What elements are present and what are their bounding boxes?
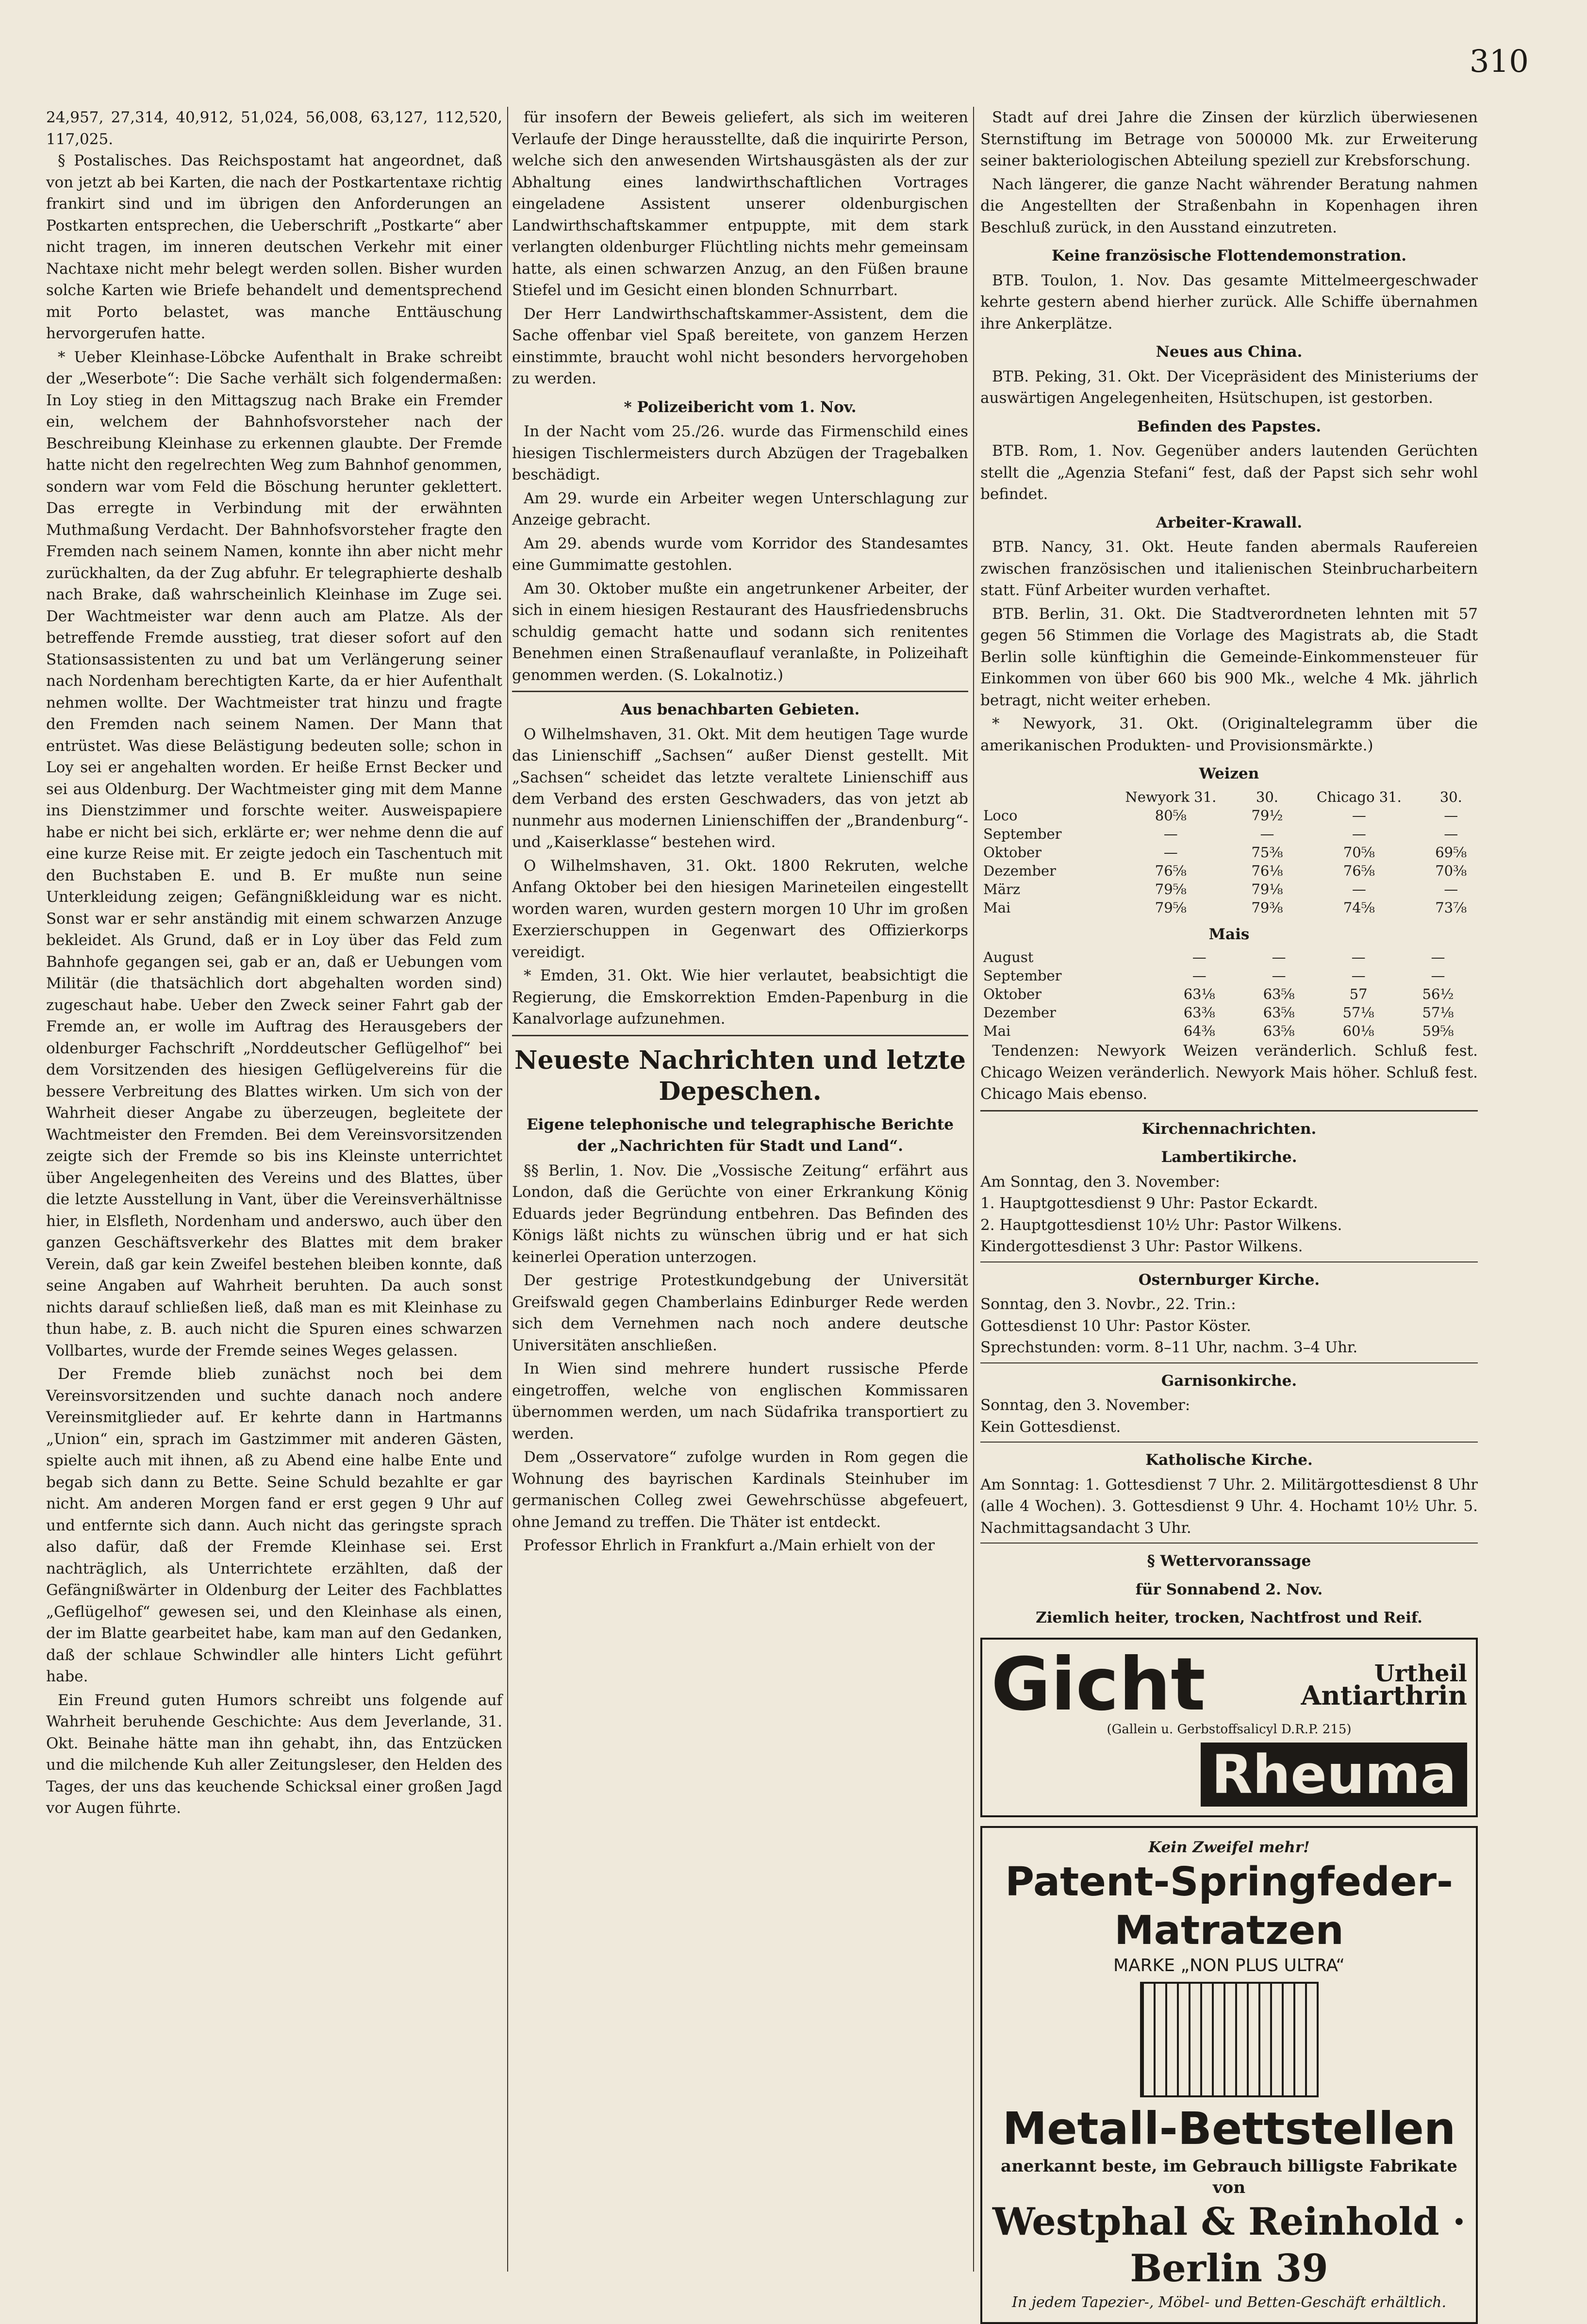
table-cell: Oktober (980, 843, 1101, 862)
news-heading: Neueste Nachrichten und letzte Depeschen. (512, 1045, 968, 1107)
article-paragraph: BTB. Peking, 31. Okt. Der Vicepräsident des Ministeriums der auswärtigen Angelegenheiten, Hsütschupen, ist gestorben. (980, 366, 1478, 409)
table-cell: — (1101, 843, 1240, 862)
article-paragraph: §§ Berlin, 1. Nov. Die „Vossische Zeitung“ erfährt aus London, daß die Gerüchte von einer Erkrankung König Eduards jeder Begründung entbehren. Das Befinden des Königs läßt nichts zu wünschen übrig und er hat sich keinerlei Operation unterzogen. (512, 1160, 968, 1268)
article-paragraph: Am 29. abends wurde vom Korridor des Standesamtes eine Gummimatte gestohlen. (512, 533, 968, 576)
table-cell: — (1424, 806, 1478, 825)
table-cell: März (980, 880, 1101, 898)
table-cell: 74⅝ (1294, 898, 1424, 917)
column-divider (973, 107, 974, 2272)
church-line: Am Sonntag: 1. Gottesdienst 7 Uhr. 2. Militärgottesdienst 8 Uhr (alle 4 Wochen). 3. Gottesdienst 9 Uhr. 4. Hochamt 10½ Uhr. 5. Nachmittagsandacht 3 Uhr. (980, 1474, 1478, 1539)
weizen-table (980, 788, 1478, 917)
table-header-cell: 30. (1240, 788, 1294, 806)
article-paragraph: Professor Ehrlich in Frankfurt a./Main erhielt von der (512, 1535, 968, 1557)
table-cell: — (1239, 966, 1319, 985)
table-cell: Loco (980, 806, 1101, 825)
section-rule (980, 1442, 1478, 1443)
table-cell: 63⅝ (1239, 985, 1319, 1003)
church-line: Sprechstunden: vorm. 8–11 Uhr, nachm. 3–4 Uhr. (980, 1337, 1478, 1359)
column-divider (507, 107, 508, 2272)
article-paragraph: Der Fremde blieb zunächst noch bei dem Vereinsvorsitzenden und suchte danach noch andere Vereinsmitglieder auf. Er kehrte dann in Hartmanns „Union“ ein, sprach im Gastzimmer mit anderen Gästen, spielte auch mit ihnen, aß zu Abend eine halbe Ente und begab sich dann zu Bette. Seine Schuld bezahlte er gar nicht. Am anderen Morgen fand er erst gegen 9 Uhr auf und entfernte sich dann. Auch nicht das geringste sprach also dafür, daß der Fremde Kleinhase sei. Erst nachträglich, als Unterrichtete erzählten, daß der Gefängnißwärter in Oldenburg der Leiter des Fachblattes „Geflügelhof“ gewesen sei, und den Kleinhase als einen, der im Blatte gearbeitet habe, kam man auf den Gedanken, daß der schlaue Schwindler alle hinters Licht geführt habe. (46, 1363, 502, 1688)
mais-row (980, 1022, 1478, 1040)
westphal-title: Westphal & Reinhold · Berlin 39 (991, 2199, 1467, 2292)
table-cell: 69⅝ (1424, 843, 1478, 862)
article-paragraph: O Wilhelmshaven, 31. Okt. Mit dem heutigen Tage wurde das Linienschiff „Sachsen“ außer Dienst gestellt. Mit „Sachsen“ scheidet das letzte veraltete Linienschiff aus dem Verband des ersten Geschwaders, das von jetzt ab nunmehr aus modernen Linienschiffen der „Brandenburg“- und „Kaiserklasse“ bestehen wird. (512, 724, 968, 853)
tendenzen-text: Tendenzen: Newyork Weizen veränderlich. Schluß fest. Chicago Weizen veränderlich. Newyork Mais höher. Schluß fest. Chicago Mais ebenso. (980, 1040, 1478, 1105)
article-paragraph: Am 30. Oktober mußte ein angetrunkener Arbeiter, der sich in einem hiesigen Restaurant des Hausfriedensbruchs schuldig gemacht hatte und sodann sich renitentes Benehmen einen Straßenauflauf veranlaßte, in Polizeihaft genommen werden. (S. Lokalnotiz.) (512, 578, 968, 686)
mais-label: Mais (980, 924, 1478, 946)
table-cell: — (1319, 966, 1398, 985)
lottery-numbers: 24,957, 27,314, 40,912, 51,024, 56,008, 63,127, 112,520, 117,025. (46, 107, 502, 150)
table-cell: — (1319, 948, 1398, 966)
mais-row (980, 1003, 1478, 1022)
section-heading: Katholische Kirche. (980, 1449, 1478, 1471)
table-cell: 76⅝ (1294, 862, 1424, 880)
news-subheading: Eigene telephonische und telegraphische Berichte der „Nachrichten für Stadt und Land“. (512, 1114, 968, 1157)
article-paragraph: Am 29. wurde ein Arbeiter wegen Unterschlagung zur Anzeige gebracht. (512, 488, 968, 531)
table-cell: 73⅞ (1424, 898, 1478, 917)
table-cell: — (1101, 825, 1240, 843)
patent-title: Patent-Springfeder-Matratzen (991, 1858, 1467, 1955)
gicht-title: Gicht (991, 1648, 1206, 1721)
article-paragraph: Ein Freund guten Humors schreibt uns folgende auf Wahrheit beruhende Geschichte: Aus dem Jeverlande, 31. Okt. Beinahe hätte man ihn gehabt, ihn, das Entzücken und die milchende Kuh aller Zeitungsleser, den Helden des Tages, der uns das keuchende Schicksal einer großen Jagd vor Augen führte. (46, 1690, 502, 1819)
church-line: 2. Hauptgottesdienst 10½ Uhr: Pastor Wilkens. (980, 1214, 1478, 1236)
table-cell: — (1159, 966, 1239, 985)
table-cell: Dezember (980, 1003, 1159, 1022)
church-line: Kein Gottesdienst. (980, 1416, 1478, 1438)
section-heading: Kirchennachrichten. (980, 1118, 1478, 1140)
article-paragraph: für insofern der Beweis geliefert, als sich im weiteren Verlaufe der Dinge herausstellte, daß die inquirirte Person, welche sich den anwesenden Wirtshausgästen als der zur Abhaltung eines landwirthschaftlichen Vortrages eingeladene Assistent unserer oldenburgischen Landwirthschaftskammer entpuppte, mit dem stark verlangten oldenburger Flüchtling nichts mehr gemeinsam hatte, als einen schwarzen Anzug, an den Füßen braune Stiefel und im Gesicht einen blonden Schnurrbart. (512, 107, 968, 301)
matratzen-advertisement (980, 1826, 1478, 2324)
table-cell: — (1424, 880, 1478, 898)
weizen-row (980, 898, 1478, 917)
column-2 (512, 107, 968, 2276)
table-cell: Mai (980, 1022, 1159, 1040)
section-heading: Osternburger Kirche. (980, 1269, 1478, 1291)
table-cell: 59⅝ (1398, 1022, 1478, 1040)
ad-small-text: (Gallein u. Gerbstoffsalicyl D.R.P. 215) (991, 1721, 1467, 1738)
section-heading: Garnisonkirche. (980, 1370, 1478, 1392)
table-cell: Oktober (980, 985, 1159, 1003)
table-header-row (980, 788, 1478, 806)
section-heading: Aus benachbarten Gebieten. (512, 699, 968, 721)
church-line: Kindergottesdienst 3 Uhr: Pastor Wilkens. (980, 1236, 1478, 1258)
church-line: Sonntag, den 3. November: (980, 1394, 1478, 1416)
table-cell: 70⅝ (1294, 843, 1424, 862)
article-paragraph: BTB. Rom, 1. Nov. Gegenüber anders lautenden Gerüchten stellt die „Agenzia Stefani“ fest, daß der Papst sich sehr wohl befindet. (980, 440, 1478, 505)
table-cell: 57⅛ (1398, 1003, 1478, 1022)
section-heading: Neues aus China. (980, 341, 1478, 363)
table-cell: — (1239, 948, 1319, 966)
table-cell: — (1424, 825, 1478, 843)
table-cell: 79⅛ (1240, 880, 1294, 898)
section-rule (980, 1362, 1478, 1363)
table-header-cell: Newyork 31. (1101, 788, 1240, 806)
table-cell: — (1398, 966, 1478, 985)
article-paragraph: § Postalisches. Das Reichspostamt hat angeordnet, daß von jetzt ab bei Karten, die nach der Postkartentaxe richtig frankirt sind und im übrigen den Anforderungen an Postkarten entsprechen, die Ueberschrift „Postkarte“ aber nicht tragen, im inneren deutschen Verkehr mit einer Nachtaxe nicht mehr belegt werden sollen. Bisher wurden solche Karten wie Briefe behandelt und dementsprechend mit Porto belastet, was manche Enttäuschung hervorgerufen hatte. (46, 150, 502, 345)
weizen-row (980, 862, 1478, 880)
ad-footer: In jedem Tapezier-, Möbel- und Betten-Geschäft erhältlich. (991, 2292, 1467, 2314)
article-paragraph: Der Herr Landwirthschaftskammer-Assistent, dem die Sache offenbar viel Spaß bereitete, von ganzem Herzen einstimmte, braucht wohl nicht besonders hervorgehoben zu werden. (512, 303, 968, 390)
section-heading: Befinden des Papstes. (980, 416, 1478, 438)
church-line: Sonntag, den 3. Novbr., 22. Trin.: (980, 1294, 1478, 1315)
article-paragraph: In Wien sind mehrere hundert russische Pferde eingetroffen, welche von englischen Kommissaren übernommen werden, um nach Südafrika transportiert zu werden. (512, 1358, 968, 1444)
marke-text: MARKE „NON PLUS ULTRA“ (991, 1955, 1467, 1977)
weizen-label: Weizen (980, 763, 1478, 785)
church-line: Gottesdienst 10 Uhr: Pastor Köster. (980, 1315, 1478, 1337)
column-1 (46, 107, 502, 2276)
article-paragraph: Stadt auf drei Jahre die Zinsen der kürzlich überwiesenen Sternstiftung im Betrage von 500000 Mk. zur Erweiterung seiner bakteriologischen Abteilung speziell zur Krebsforschung. (980, 107, 1478, 172)
table-cell: — (1294, 825, 1424, 843)
table-cell: 60⅛ (1319, 1022, 1398, 1040)
gicht-advertisement (980, 1638, 1478, 1817)
weather-line: für Sonnabend 2. Nov. (980, 1579, 1478, 1601)
section-rule (512, 1035, 968, 1036)
table-cell: 76⅛ (1240, 862, 1294, 880)
article-paragraph: * Newyork, 31. Okt. (Originaltelegramm über die amerikanischen Produkten- und Provisionsmärkte.) (980, 713, 1478, 756)
table-cell: — (1294, 806, 1424, 825)
table-cell: 79⅝ (1101, 898, 1240, 917)
table-cell: Dezember (980, 862, 1101, 880)
table-cell: September (980, 825, 1101, 843)
table-cell: Mai (980, 898, 1101, 917)
antiarthrin-text: Antiarthrin (1301, 1685, 1467, 1707)
table-cell: — (1294, 880, 1424, 898)
mais-row (980, 966, 1478, 985)
bed-illustration (1140, 1982, 1319, 2097)
table-header-cell (980, 788, 1101, 806)
table-cell: 80⅝ (1101, 806, 1240, 825)
column-3 (980, 107, 1478, 2276)
weizen-row (980, 843, 1478, 862)
table-cell: 63⅝ (1239, 1003, 1319, 1022)
table-cell: 75⅜ (1240, 843, 1294, 862)
mais-table (980, 948, 1478, 1040)
section-rule (980, 1543, 1478, 1544)
section-heading: § Wettervoranssage (980, 1550, 1478, 1572)
rheuma-title: Rheuma (1201, 1743, 1467, 1807)
article-paragraph: * Ueber Kleinhase-Löbcke Aufenthalt in Brake schreibt der „Weserbote“: Die Sache verhält sich folgendermaßen: In Loy stieg in den Mittagszug nach Brake ein Fremder ein, welchem der Bahnhofsvorsteher nach der Beschreibung Kleinhase zu erkennen glaubte. Der Fremde hatte nicht den regelrechten Weg zum Bahnhof genommen, sondern war vom Feld die Böschung herunter geklettert. Das erregte in Verbindung mit der erwähnten Muthmaßung Verdacht. Der Bahnhofsvorsteher fragte den Fremden nach seinem Namen, konnte ihn aber nicht mehr zurückhalten, da der Zug abfuhr. Er telegraphierte deshalb nach Brake, daß wahrscheinlich Kleinhase im Zuge sei. Der Wachtmeister war denn auch am Platze. Als der betreffende Fremde ausstieg, trat dieser sofort auf den Stationsassistenten zu und bat um Verlängerung seiner nach Nordenham berechtigten Karte, da er hier Aufenthalt nehmen wollte. Der Wachtmeister trat hinzu und fragte den Fremden nach seinem Namen. Der Mann that entrüstet. Was diese Belästigung bedeuten solle; schon in Loy sei er angehalten worden. Er heiße Ernst Becker und sei aus Oldenburg. Der Wachtmeister ging mit dem Manne ins Dienstzimmer und forschte weiter. Ausweispapiere habe er nicht bei sich, erklärte er; wer nehme denn die auf eine kurze Reise mit. Er zeigte jedoch ein Taschentuch mit den Buchstaben E. und B. Er mußte nun seine Unterkleidung zeigen; Gefängnißkleidung war es nicht. Sonst war er sehr anständig mit einem schwarzen Anzuge bekleidet. Als Grund, daß er in Loy über das Feld zum Bahnhofe gegangen sei, gab er an, daß er Uebungen vom Militär (die thatsächlich dort abgehalten worden sind) zugeschaut habe. Ueber den Zweck seiner Fahrt gab der Fremde an, er wolle im Auftrag des Herausgebers der oldenburger Fachschrift „Norddeutscher Geflügelhof“ bei dem Vorsitzenden des hiesigen Geflügelvereins für die bessere Verbreitung des Blattes wirken. Um sich von der Wahrheit dieser Angabe zu überzeugen, begleitete der Wachtmeister den Fremden. Bei dem Vereinsvorsitzenden zeigte sich der Fremde so bis ins Kleinste unterrichtet über Angelegenheiten des Vereins und des Blattes, über die letzte Ausstellung in Vant, über die Vereinsverhältnisse hier, in Elsfleth, Nordenham und anderswo, auch über den ganzen Geschäftsverkehr des Blattes mit dem braker Verein, daß gar kein Zweifel bestehen bleiben konnte, daß seine Angaben auf Wahrheit beruhten. Da auch sonst nichts darauf schließen ließ, daß man es mit Kleinhase zu thun habe, z. B. auch nicht die Spuren eines schwarzen Vollbartes, wurde der Fremde seines Weges gelassen. (46, 347, 502, 1362)
article-paragraph: BTB. Berlin, 31. Okt. Die Stadtverordneten lehnten mit 57 gegen 56 Stimmen die Vorlage des Magistrats ab, die Stadt Berlin solle künftighin die Gemeinde-Einkommensteuer für Einkommen von über 660 bis 900 Mk., welche 4 Mk. jährlich betragt, nicht weiter erheben. (980, 603, 1478, 712)
ad-tagline: Kein Zweifel mehr! (991, 1837, 1467, 1859)
table-cell: 79⅝ (1101, 880, 1240, 898)
table-cell: 64⅜ (1159, 1022, 1239, 1040)
table-cell: 63⅛ (1159, 985, 1239, 1003)
table-cell: 79⅜ (1240, 898, 1294, 917)
table-cell: August (980, 948, 1159, 966)
article-paragraph: Dem „Osservatore“ zufolge wurden in Rom gegen die Wohnung des bayrischen Kardinals Steinhuber im germanischen Colleg zwei Gewehrschüsse abgefeuert, ohne Jemand zu treffen. Die Thäter ist entdeckt. (512, 1446, 968, 1533)
article-paragraph: O Wilhelmshaven, 31. Okt. 1800 Rekruten, welche Anfang Oktober bei den hiesigen Marineteilen eingestellt worden waren, wurden gestern morgen 10 Uhr im großen Exerzierschuppen in Gegenwart des Offizierkorps vereidigt. (512, 855, 968, 963)
page-number: 310 (1470, 44, 1529, 80)
article-paragraph: In der Nacht vom 25./26. wurde das Firmenschild eines hiesigen Tischlermeisters durch Abzügen der Tragebalken beschädigt. (512, 421, 968, 486)
table-cell: 79½ (1240, 806, 1294, 825)
metall-title: Metall-Bettstellen (991, 2102, 1467, 2156)
anerkannt-text: anerkannt beste, im Gebrauch billigste Fabrikate von (991, 2156, 1467, 2199)
table-cell: September (980, 966, 1159, 985)
church-line: 1. Hauptgottesdienst 9 Uhr: Pastor Eckardt. (980, 1193, 1478, 1214)
weizen-row (980, 825, 1478, 843)
mais-row (980, 985, 1478, 1003)
article-paragraph: BTB. Toulon, 1. Nov. Das gesamte Mittelmeergeschwader kehrte gestern abend hierher zurück. Alle Schiffe übernahmen ihre Ankerplätze. (980, 270, 1478, 335)
table-cell: 57⅛ (1319, 1003, 1398, 1022)
section-heading: Lambertikirche. (980, 1146, 1478, 1168)
weizen-row (980, 880, 1478, 898)
table-cell: — (1398, 948, 1478, 966)
church-line: Am Sonntag, den 3. November: (980, 1171, 1478, 1193)
section-rule (980, 1110, 1478, 1112)
table-cell: — (1240, 825, 1294, 843)
table-header-cell: 30. (1424, 788, 1478, 806)
weather-line: Ziemlich heiter, trocken, Nachtfrost und Reif. (980, 1607, 1478, 1629)
article-paragraph: Nach längerer, die ganze Nacht währender Beratung nahmen die Angestellten der Straßenbahn in Kopenhagen ihren Beschluß zurück, in den Ausstand einzutreten. (980, 174, 1478, 239)
table-cell: 70⅜ (1424, 862, 1478, 880)
section-heading: * Polizeibericht vom 1. Nov. (512, 397, 968, 418)
article-paragraph: * Emden, 31. Okt. Wie hier verlautet, beabsichtigt die Regierung, die Emskorrektion Emden-Papenburg in die Kanalvorlage aufzunehmen. (512, 965, 968, 1030)
mais-row (980, 948, 1478, 966)
article-paragraph: BTB. Nancy, 31. Okt. Heute fanden abermals Raufereien zwischen französischen und italienischen Steinbrucharbeitern statt. Fünf Arbeiter wurden verhaftet. (980, 536, 1478, 601)
table-cell: — (1159, 948, 1239, 966)
section-heading: Keine französische Flottendemonstration. (980, 245, 1478, 267)
urtheil-text: Urtheil (1301, 1663, 1467, 1685)
table-cell: 76⅝ (1101, 862, 1240, 880)
article-paragraph: Der gestrige Protestkundgebung der Universität Greifswald gegen Chamberlains Edinburger Rede werden sich dem Vernehmen nach noch andere deutsche Universitäten anschließen. (512, 1270, 968, 1356)
section-heading: Arbeiter-Krawall. (980, 512, 1478, 534)
section-rule (512, 691, 968, 692)
table-cell: 56½ (1398, 985, 1478, 1003)
weizen-row (980, 806, 1478, 825)
table-cell: 63⅝ (1239, 1022, 1319, 1040)
table-header-cell: Chicago 31. (1294, 788, 1424, 806)
table-cell: 63⅜ (1159, 1003, 1239, 1022)
table-cell: 57 (1319, 985, 1398, 1003)
